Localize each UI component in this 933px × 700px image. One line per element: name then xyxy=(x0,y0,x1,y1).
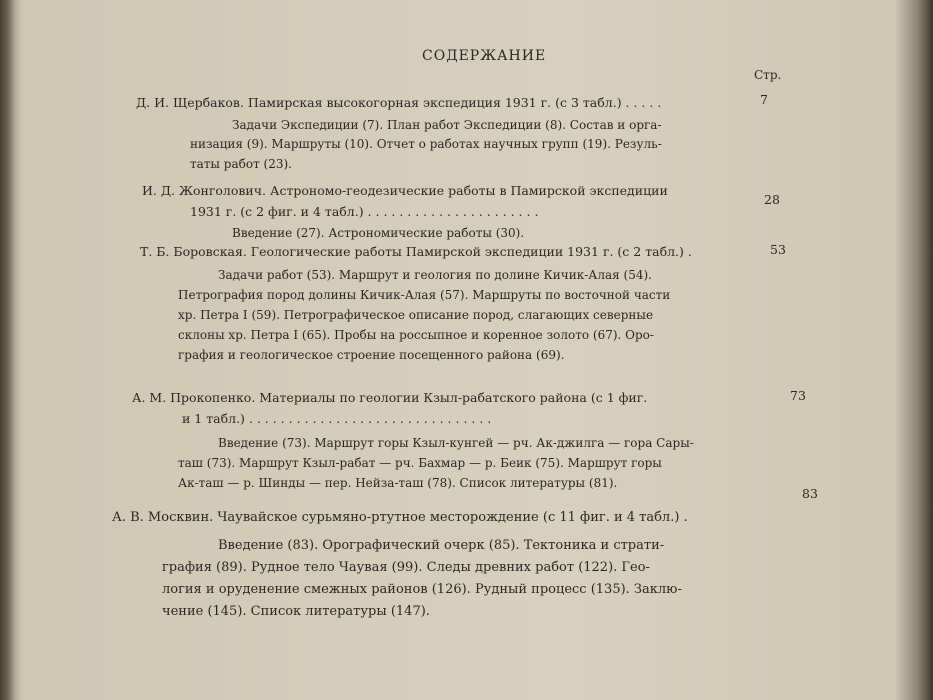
entry-subline: чение (145). Список литературы (147). xyxy=(162,604,430,619)
page-title: СОДЕРЖАНИЕ xyxy=(422,48,547,64)
entry-page-number: 83 xyxy=(802,486,818,501)
entry-subline: склоны хр. Петра I (65). Пробы на россыпное и коренное золото (67). Оро- xyxy=(178,328,654,342)
entry-page-number: 73 xyxy=(790,388,806,403)
entry-subline: Задачи работ (53). Маршрут и геология по долине Кичик-Алая (54). xyxy=(218,268,652,282)
entry-subline: Задачи Экспедиции (7). План работ Экспедиции (8). Состав и орга- xyxy=(232,118,662,132)
contents-page xyxy=(22,0,902,700)
entry-heading: 1931 г. (с 2 фиг. и 4 табл.) . . . . . . . . . . . . . . . . . . . . . . xyxy=(190,204,539,219)
entry-subline: низация (9). Маршруты (10). Отчет о работах научных групп (19). Резуль- xyxy=(190,137,662,151)
entry-subline: Петрография пород долины Кичик-Алая (57). Маршруты по восточной части xyxy=(178,288,671,302)
entry-heading: Д. И. Щербаков. Памирская высокогорная экспедиция 1931 г. (с 3 табл.) . . . . . xyxy=(136,95,662,110)
entry-subline: Введение (83). Орографический очерк (85). Тектоника и страти- xyxy=(218,538,665,553)
entry-subline: Введение (73). Маршрут горы Кзыл-кунгей — рч. Ак-джилга — гора Сары- xyxy=(218,436,694,450)
entry-subline: Ак-таш — р. Шинды — пер. Нейза-таш (78). Список литературы (81). xyxy=(178,476,618,490)
entry-subline: Введение (27). Астрономические работы (30). xyxy=(232,226,525,240)
entry-subline: графия (89). Рудное тело Чаувая (99). Следы древних работ (122). Гео- xyxy=(162,560,650,575)
entry-page-number: 53 xyxy=(770,242,786,257)
entry-subline: таты работ (23). xyxy=(190,157,292,171)
entry-subline: графия и геологическое строение посещенного района (69). xyxy=(178,348,565,362)
entry-heading: А. В. Москвин. Чаувайское сурьмяно-ртутное месторождение (с 11 фиг. и 4 табл.) . xyxy=(112,510,688,525)
entry-subline: хр. Петра I (59). Петрографическое описание пород, слагающих северные xyxy=(178,308,654,322)
entry-subline: таш (73). Маршрут Кзыл-рабат — рч. Бахмар — р. Беик (75). Маршрут горы xyxy=(178,456,662,470)
entry-heading: А. М. Прокопенко. Материалы по геологии Кзыл-рабатского района (с 1 фиг. xyxy=(132,390,648,405)
entry-page-number: 7 xyxy=(760,92,768,107)
entry-subline: логия и оруденение смежных районов (126). Рудный процесс (135). Заклю- xyxy=(162,582,682,597)
entry-page-number: 28 xyxy=(764,192,780,207)
entry-heading: Т. Б. Боровская. Геологические работы Памирской экспедиции 1931 г. (с 2 табл.) . xyxy=(140,244,692,259)
entry-heading: и 1 табл.) . . . . . . . . . . . . . . . . . . . . . . . . . . . . . . . xyxy=(182,411,492,426)
entry-heading: И. Д. Жонголович. Астрономо-геодезические работы в Памирской экспедиции xyxy=(142,183,668,198)
page-column-label: Стр. xyxy=(754,68,782,82)
book-fold xyxy=(0,0,22,700)
